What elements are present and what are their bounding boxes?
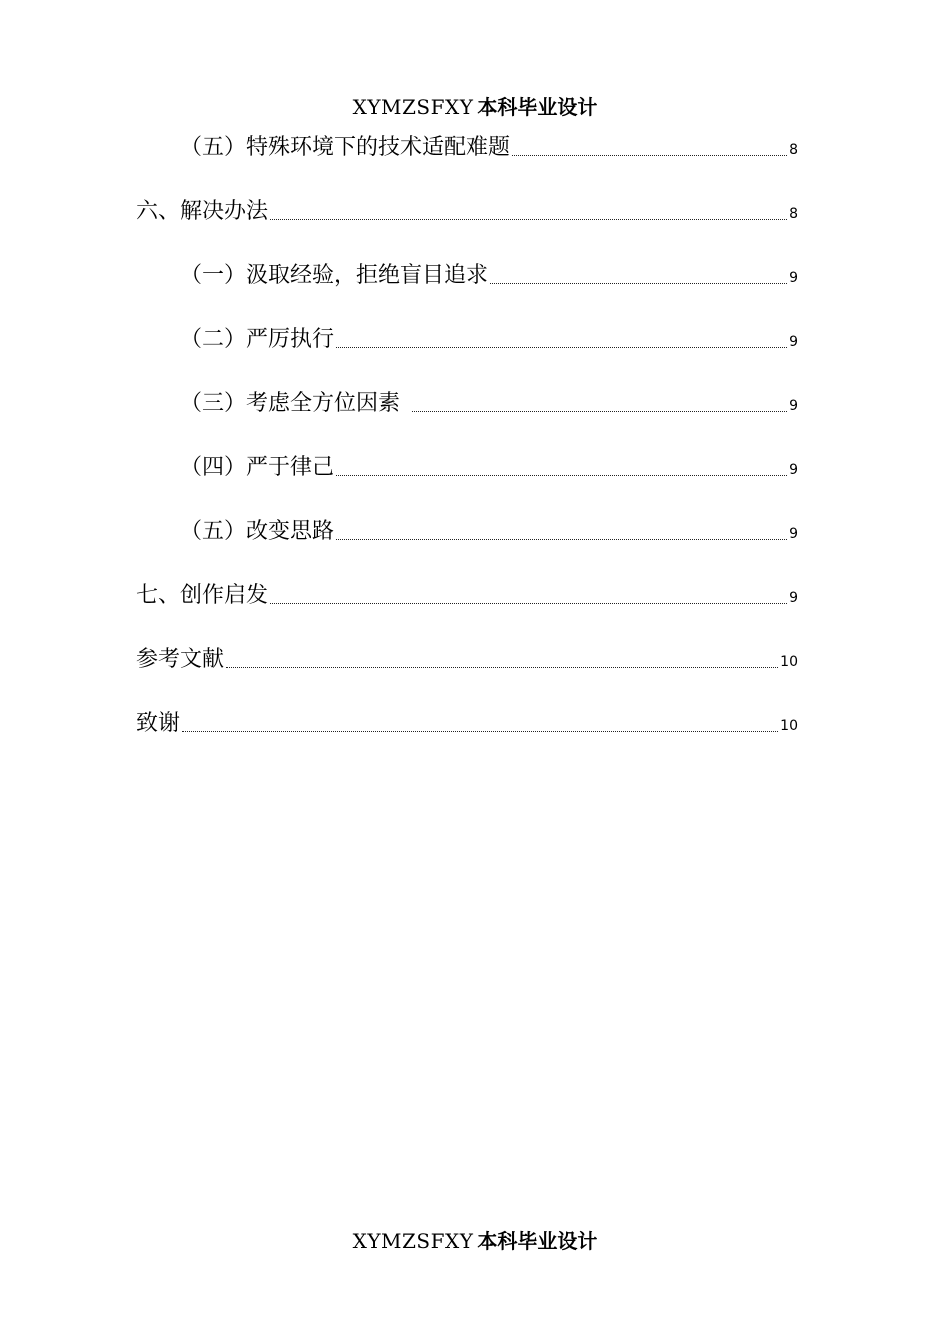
- toc-entry-page: 10: [780, 654, 798, 670]
- toc-entry-title: （三）考虑全方位因素: [180, 391, 401, 416]
- toc-entry[interactable]: [180, 453, 798, 481]
- toc-entry-title: （五）改变思路: [180, 519, 335, 544]
- toc-entry-title: 致谢: [136, 711, 181, 736]
- toc-dot-leader: [336, 475, 787, 476]
- toc-entry-title: （一）汲取经验，拒绝盲目追求: [180, 263, 489, 288]
- toc-entry-page: 8: [789, 142, 798, 158]
- toc-entry[interactable]: [136, 581, 798, 609]
- toc-dot-leader: [512, 155, 787, 156]
- header-title: 本科毕业设计: [477, 95, 598, 119]
- toc-dot-leader: [182, 731, 778, 732]
- toc-dot-leader: [226, 667, 778, 668]
- toc-entry-page: 9: [789, 270, 798, 286]
- toc-entry[interactable]: [136, 645, 798, 673]
- toc-dot-leader: [336, 347, 787, 348]
- footer-code: XYMZSFXY: [352, 1229, 474, 1253]
- toc-entry[interactable]: [180, 517, 798, 545]
- toc-entry-page: 10: [780, 718, 798, 734]
- footer-title: 本科毕业设计: [477, 1229, 598, 1253]
- toc-entry-title: （二）严厉执行: [180, 327, 335, 352]
- toc-dot-leader: [336, 539, 787, 540]
- toc-entry-page: 9: [789, 590, 798, 606]
- toc-entry-page: 9: [789, 462, 798, 478]
- toc-dot-leader: [412, 411, 787, 412]
- page-footer: [0, 1229, 950, 1253]
- toc-entry-title: （五）特殊环境下的技术适配难题: [180, 135, 511, 160]
- toc-entry-page: 9: [789, 334, 798, 350]
- toc-entry[interactable]: [136, 197, 798, 225]
- toc-dot-leader: [490, 283, 787, 284]
- toc-dot-leader: [270, 219, 787, 220]
- toc-entry[interactable]: [136, 709, 798, 737]
- toc-entry-title: 六、解决办法: [136, 199, 269, 224]
- toc-entry-title: （四）严于律己: [180, 455, 335, 480]
- toc-entry-page: 9: [789, 526, 798, 542]
- toc-entry-title: 参考文献: [136, 647, 225, 672]
- header-code: XYMZSFXY: [352, 95, 474, 119]
- toc-entry-page: 8: [789, 206, 798, 222]
- toc-entry[interactable]: [180, 261, 798, 289]
- toc-entry[interactable]: [180, 133, 798, 161]
- toc-entry[interactable]: [180, 325, 798, 353]
- toc-entry-title: 七、创作启发: [136, 583, 269, 608]
- toc-entry-page: 9: [789, 398, 798, 414]
- toc-dot-leader: [270, 603, 787, 604]
- toc-entry[interactable]: [180, 389, 798, 417]
